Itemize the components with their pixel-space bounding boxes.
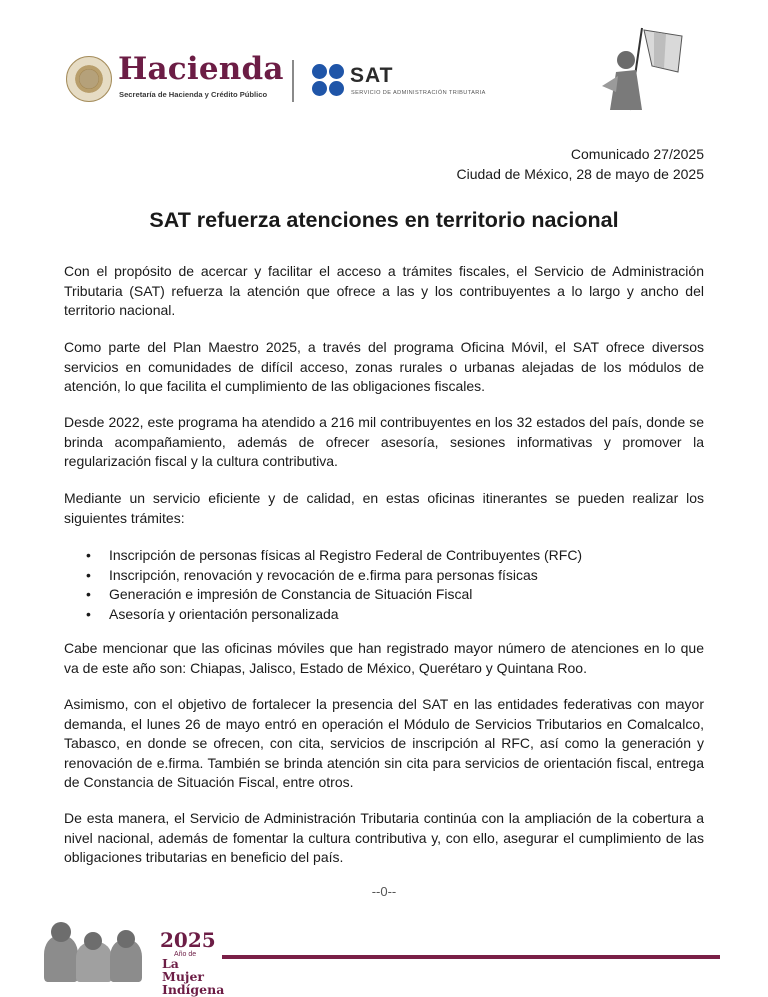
list-item: • Asesoría y orientación personalizada	[64, 605, 582, 625]
campaign-name: La Mujer Indígena	[162, 956, 225, 997]
campaign-year-label: Año de	[174, 951, 197, 958]
list-item: • Inscripción, renovación y revocación de e.firma para personas físicas	[64, 566, 582, 586]
footer-divider	[222, 955, 720, 959]
sat-logo-icon	[312, 64, 346, 98]
paragraph: Como parte del Plan Maestro 2025, a través del programa Oficina Móvil, el SAT ofrece diversos servicios en comunidades de difícil acceso, zonas rurales o urbanas alejadas de los módulos de atención, lo que facilita el cumplimiento de las obligaciones fiscales.	[64, 339, 704, 394]
release-place-date: Ciudad de México, 28 de mayo de 2025	[456, 166, 704, 182]
campaign-year: 2025	[160, 928, 216, 952]
list-item: • Inscripción de personas físicas al Registro Federal de Contribuyentes (RFC)	[64, 546, 582, 566]
paragraph: Mediante un servicio eficiente y de calidad, en estas oficinas itinerantes se pueden realizar los siguientes trámites:	[64, 490, 704, 526]
release-number: Comunicado 27/2025	[570, 146, 704, 162]
procedures-list	[64, 546, 582, 624]
end-mark: --0--	[371, 884, 397, 899]
hacienda-logo-text: Hacienda	[118, 51, 284, 87]
release-meta	[457, 144, 705, 184]
flag-heroine-illustration-icon	[596, 26, 684, 112]
hacienda-subtitle: Secretaría de Hacienda y Crédito Público	[119, 90, 268, 99]
paragraph: Desde 2022, este programa ha atendido a 216 mil contribuyentes en los 32 estados del país, donde se brinda acompañamiento, además de ofrecer asesoría, sesiones informativas y promover la regularización fiscal y la cultura contributiva.	[64, 414, 704, 469]
national-seal-icon	[66, 56, 112, 102]
page-title: SAT refuerza atenciones en territorio nacional	[149, 208, 619, 232]
paragraph: Con el propósito de acercar y facilitar el acceso a trámites fiscales, el Servicio de Administración Tributaria (SAT) refuerza la atención que ofrece a las y los contribuyentes a lo largo y ancho del territorio nacional.	[64, 263, 704, 318]
paragraph: Cabe mencionar que las oficinas móviles que han registrado mayor número de atenciones en lo que va de este año son: Chiapas, Jalisco, Estado de México, Querétaro y Quintana Roo.	[64, 640, 704, 676]
sat-logo-text: SAT	[350, 64, 394, 87]
list-item: • Generación e impresión de Constancia de Situación Fiscal	[64, 585, 582, 605]
logo-divider	[292, 60, 294, 102]
paragraph: Asimismo, con el objetivo de fortalecer la presencia del SAT en las entidades federativas con mayor demanda, el lunes 26 de mayo entró en operación el Módulo de Servicios Tributarios en Comalcalco, Tabasco, en donde se ofrecen, con cita, servicios de inscripción al RFC, así como la generación y renovación de e.firma. También se brinda atención sin cita para servicios de orientación fiscal, entrega de Constancia de Situación Fiscal, entre otros.	[64, 696, 704, 790]
paragraph: De esta manera, el Servicio de Administración Tributaria continúa con la ampliación de la cobertura a nivel nacional, además de fomentar la cultura contributiva y, con ello, asegurar el cumplimiento de las obligaciones tributarias en beneficio del país.	[64, 810, 704, 865]
indigenous-women-illustration-icon	[42, 912, 154, 982]
sat-subtitle: SERVICIO DE ADMINISTRACIÓN TRIBUTARIA	[351, 90, 486, 96]
